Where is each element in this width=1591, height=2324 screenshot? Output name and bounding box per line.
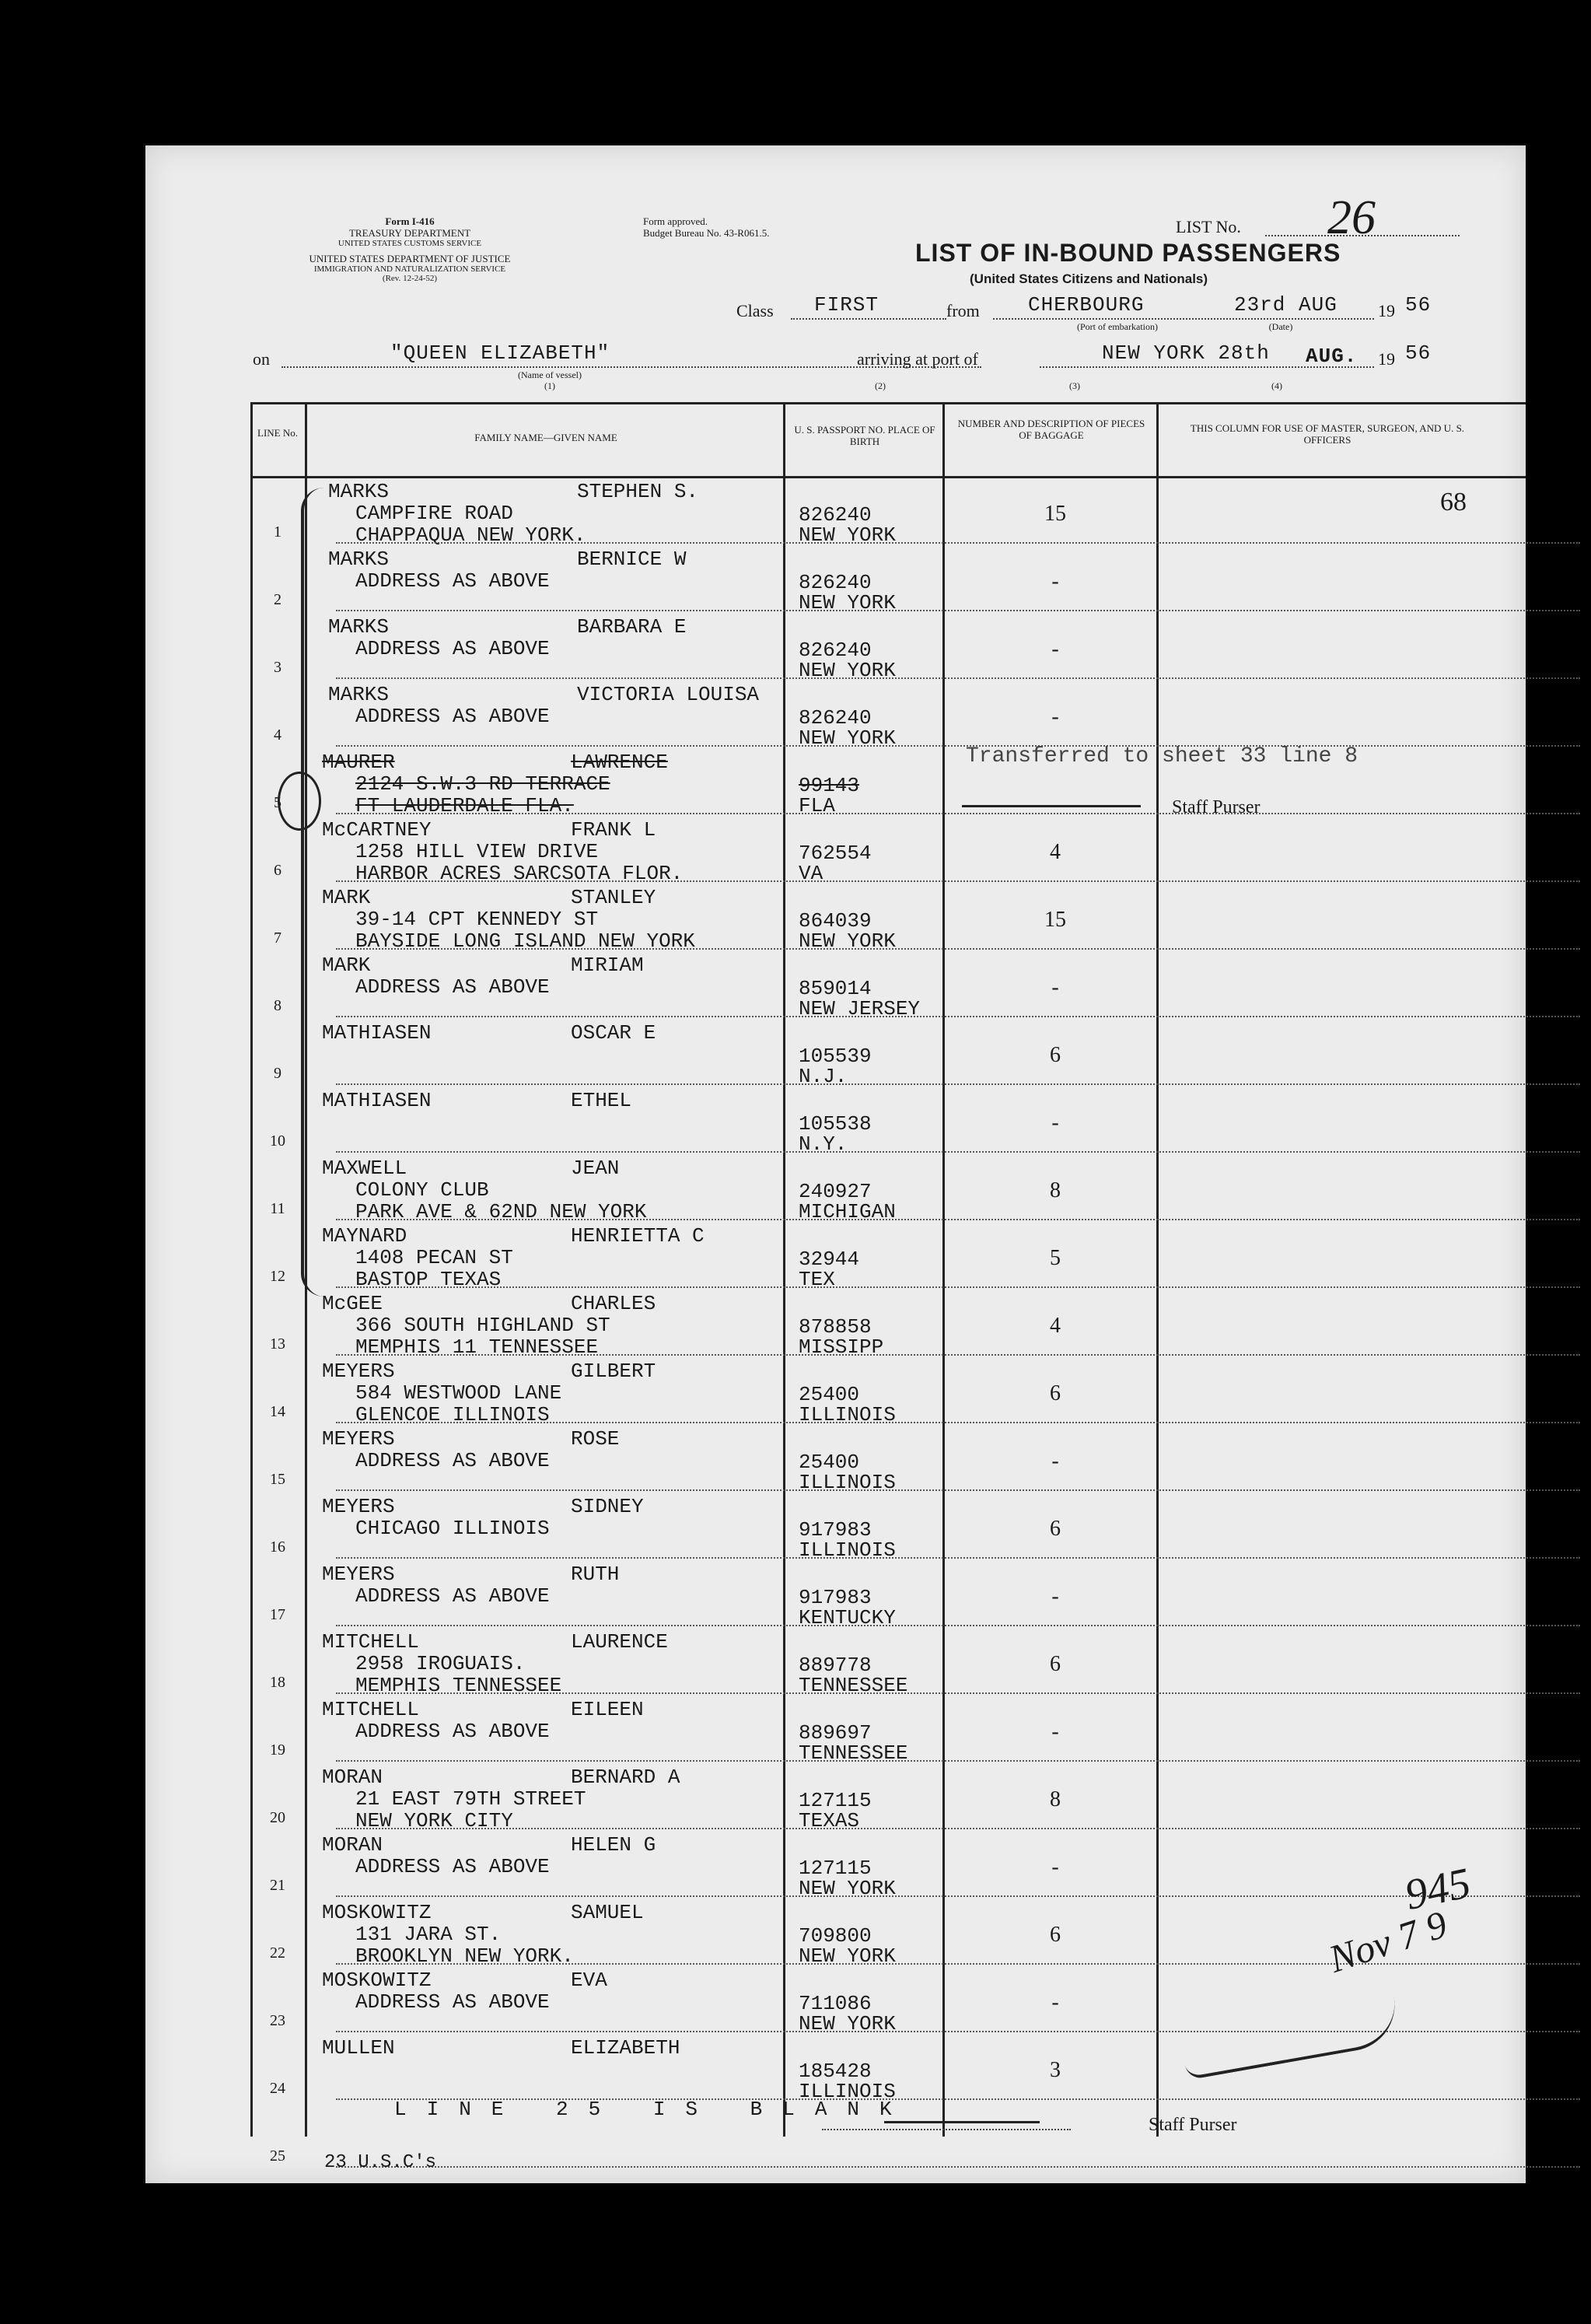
- baggage-count: 4: [1050, 840, 1061, 864]
- dept-ins: IMMIGRATION AND NATURALIZATION SERVICE: [313, 264, 506, 274]
- col-header-line: LINE No.: [257, 427, 298, 439]
- given-name: HENRIETTA C: [571, 1224, 705, 1248]
- family-name: MEYERS: [322, 1563, 395, 1586]
- place-of-birth: NEW YORK: [799, 591, 896, 614]
- family-name: MARKS: [328, 683, 390, 706]
- given-name: SIDNEY: [571, 1495, 644, 1518]
- place-of-birth: NEW YORK: [799, 726, 896, 750]
- place-of-birth: ILLINOIS: [799, 1471, 896, 1494]
- table-top-border: [250, 402, 1526, 404]
- row-rule: [336, 1286, 1580, 1288]
- row-rule: [336, 610, 1580, 611]
- table-row: [145, 1495, 1526, 1563]
- place-of-birth: FLA: [799, 794, 835, 817]
- staff-purser-label: Staff Purser: [1172, 797, 1261, 817]
- line-number: 1: [274, 523, 281, 541]
- given-name: BERNICE W: [577, 548, 687, 571]
- bracket-marks: [301, 488, 335, 1297]
- given-name: ROSE: [571, 1427, 620, 1451]
- family-name: MARKS: [328, 480, 390, 503]
- handwritten-note: Nov 7 9: [1324, 1902, 1453, 1981]
- given-name: VICTORIA LOUISA: [577, 683, 760, 706]
- passport-number: 917983: [799, 1518, 872, 1542]
- family-name: MITCHELL: [322, 1630, 419, 1654]
- table-row: [145, 1563, 1526, 1630]
- year-prefix: 19: [1378, 301, 1395, 320]
- document-subtitle: (United States Citizens and Nationals): [970, 271, 1208, 286]
- baggage-count: 6: [1050, 1923, 1061, 1947]
- passport-number: 889778: [799, 1654, 872, 1677]
- blank-line-note: LINE 25 IS BLANK: [394, 2098, 912, 2121]
- row-rule: [336, 2166, 1580, 2168]
- port-caption: (Port of embarkation): [1077, 321, 1158, 332]
- form-approval: [643, 215, 769, 239]
- place-of-birth: NEW YORK: [799, 2012, 896, 2035]
- row-rule: [336, 813, 1580, 814]
- place-of-birth: TEXAS: [799, 1809, 860, 1832]
- passport-number: 105539: [799, 1045, 872, 1068]
- place-of-birth: NEW YORK: [799, 523, 896, 547]
- family-name: MEYERS: [322, 1427, 395, 1451]
- address-line-1: ADDRESS AS ABOVE: [355, 1720, 550, 1743]
- line-number: 22: [270, 1944, 285, 1962]
- family-name: MARKS: [328, 548, 390, 571]
- circle-mark: [278, 772, 321, 831]
- embarkation-date: 23rd AUG: [1234, 293, 1337, 317]
- given-name: LAWRENCE: [571, 751, 668, 774]
- on-label: on: [253, 349, 270, 369]
- passport-number: 127115: [799, 1857, 872, 1880]
- line-number: 21: [270, 1877, 285, 1894]
- table-row: [145, 1630, 1526, 1698]
- baggage-count: -: [1051, 1990, 1059, 2014]
- passport-number: 711086: [799, 1992, 872, 2015]
- address-line-1: 1258 HILL VIEW DRIVE: [355, 840, 599, 863]
- given-name: MIRIAM: [571, 954, 644, 977]
- address-line-2: PARK AVE & 62ND NEW YORK: [355, 1200, 647, 1223]
- embarkation-year: 56: [1405, 293, 1432, 317]
- staff-purser-label-2: Staff Purser: [1149, 2115, 1237, 2135]
- embarkation-port: CHERBOURG: [1028, 293, 1145, 317]
- table-row: [145, 1833, 1526, 1901]
- arrival-month: AUG.: [1306, 345, 1358, 368]
- table-row: [145, 1157, 1526, 1224]
- baggage-count: 6: [1050, 1043, 1061, 1067]
- passport-number: 878858: [799, 1315, 872, 1339]
- address-line-2: GLENCOE ILLINOIS: [355, 1403, 550, 1426]
- family-name: MEYERS: [322, 1495, 395, 1518]
- dept-treasury: TREASURY DEPARTMENT: [348, 227, 471, 239]
- table-row: [145, 1698, 1526, 1766]
- row-rule: [336, 1083, 1580, 1085]
- baggage-count: -: [1051, 1449, 1059, 1473]
- line-number: 3: [274, 659, 281, 676]
- address-line-2: NEW YORK CITY: [355, 1809, 513, 1832]
- line-number: 4: [274, 726, 281, 744]
- line-number: 7: [274, 929, 281, 947]
- line-number: 18: [270, 1674, 285, 1691]
- row-rule: [336, 1760, 1580, 1762]
- address-line-1: ADDRESS AS ABOVE: [355, 1584, 550, 1608]
- row-rule: [336, 745, 1580, 747]
- place-of-birth: ILLINOIS: [799, 1403, 896, 1426]
- baggage-count: 6: [1050, 1652, 1061, 1676]
- baggage-count: -: [1051, 637, 1059, 661]
- baggage-count: 8: [1050, 1787, 1061, 1811]
- row-rule: [336, 1219, 1580, 1220]
- line-number: 14: [270, 1403, 285, 1420]
- given-name: JEAN: [571, 1157, 620, 1180]
- given-name: BARBARA E: [577, 615, 687, 639]
- family-name: MARK: [322, 954, 371, 977]
- class-value: FIRST: [814, 293, 879, 317]
- baggage-count: 5: [1050, 1246, 1061, 1270]
- class-label: Class: [736, 301, 774, 320]
- arrival-year: 56: [1405, 341, 1432, 365]
- given-name: FRANK L: [571, 818, 656, 842]
- caption-1: (1): [544, 380, 555, 391]
- address-line-2: BASTOP TEXAS: [355, 1268, 502, 1291]
- passport-number: 185428: [799, 2060, 872, 2083]
- line-number: 20: [270, 1809, 285, 1826]
- row-rule: [336, 1828, 1580, 1829]
- address-line-2: FT LAUDERDALE FLA.: [355, 794, 574, 817]
- document-title: LIST OF IN-BOUND PASSENGERS: [915, 239, 1341, 267]
- address-line-1: 584 WESTWOOD LANE: [355, 1381, 562, 1405]
- given-name: EILEEN: [571, 1698, 644, 1721]
- row-rule: [336, 880, 1580, 882]
- row-rule: [336, 1895, 1580, 1897]
- col-header-baggage: NUMBER AND DESCRIPTION OF PIECES OF BAGGAGE: [957, 418, 1145, 441]
- address-line-2: MEMPHIS 11 TENNESSEE: [355, 1335, 599, 1359]
- row-rule: [336, 2031, 1580, 2032]
- address-line-2: MEMPHIS TENNESSEE: [355, 1674, 562, 1697]
- address-line-2: HARBOR ACRES SARCSOTA FLOR.: [355, 862, 684, 885]
- row-rule: [336, 948, 1580, 950]
- given-name: ETHEL: [571, 1089, 632, 1112]
- row-rule: [336, 1692, 1580, 1694]
- dept-justice: UNITED STATES DEPARTMENT OF JUSTICE: [309, 253, 511, 264]
- passport-number: 826240: [799, 639, 872, 662]
- line-number: 8: [274, 997, 281, 1014]
- family-name: MARK: [322, 886, 371, 909]
- family-name: MITCHELL: [322, 1698, 419, 1721]
- address-line-2: CHAPPAQUA NEW YORK.: [355, 523, 586, 547]
- baggage-count: 4: [1050, 1314, 1061, 1338]
- line-number: 2: [274, 591, 281, 608]
- col-header-passport: U. S. PASSPORT NO. PLACE OF BIRTH: [794, 424, 935, 447]
- address-line-1: 366 SOUTH HIGHLAND ST: [355, 1314, 610, 1337]
- family-name: McGEE: [322, 1292, 383, 1315]
- baggage-count: -: [1051, 705, 1059, 729]
- arrival-port: NEW YORK 28th: [1102, 341, 1270, 365]
- passport-number: 826240: [799, 706, 872, 730]
- list-label: LIST No.: [1176, 217, 1241, 236]
- given-name: EVA: [571, 1969, 607, 1992]
- table-row: [145, 1089, 1526, 1157]
- table-row: [145, 1427, 1526, 1495]
- dept-customs: UNITED STATES CUSTOMS SERVICE: [337, 239, 482, 248]
- place-of-birth: NEW JERSEY: [799, 997, 921, 1020]
- signature-dotted-line: [822, 2129, 1071, 2130]
- given-name: SAMUEL: [571, 1901, 644, 1924]
- table-row: [145, 1021, 1526, 1089]
- col-header-officers: THIS COLUMN FOR USE OF MASTER, SURGEON, AND U. S. OFFICERS: [1190, 422, 1465, 446]
- baggage-count: 15: [1044, 502, 1066, 526]
- row-rule: [336, 1557, 1580, 1559]
- arriving-label: arriving at port of: [857, 349, 978, 369]
- family-name: MORAN: [322, 1766, 383, 1789]
- place-of-birth: N.Y.: [799, 1132, 848, 1156]
- given-name: RUTH: [571, 1563, 620, 1586]
- margin-note: 68: [1440, 488, 1467, 516]
- address-line-1: ADDRESS AS ABOVE: [355, 637, 550, 660]
- address-line-1: ADDRESS AS ABOVE: [355, 1855, 550, 1878]
- family-name: MAYNARD: [322, 1224, 407, 1248]
- passport-number: 32944: [799, 1248, 860, 1271]
- baggage-count: -: [1051, 569, 1059, 593]
- from-label: from: [946, 301, 980, 320]
- given-name: OSCAR E: [571, 1021, 656, 1045]
- form-agency-block: [247, 215, 573, 283]
- baggage-count: 3: [1050, 2058, 1061, 2082]
- arrival-year-prefix: 19: [1378, 349, 1395, 369]
- address-line-1: ADDRESS AS ABOVE: [355, 975, 550, 999]
- caption-3: (3): [1069, 380, 1080, 391]
- passport-number: 127115: [799, 1789, 872, 1812]
- address-line-1: 21 EAST 79TH STREET: [355, 1787, 586, 1811]
- table-row: [145, 1292, 1526, 1360]
- place-of-birth: MISSIPP: [799, 1335, 884, 1359]
- line-number: 23: [270, 2012, 285, 2029]
- passport-number: 709800: [799, 1924, 872, 1948]
- address-line-1: ADDRESS AS ABOVE: [355, 1990, 550, 2014]
- class-underline: [791, 318, 946, 320]
- address-line-2: BAYSIDE LONG ISLAND NEW YORK: [355, 929, 695, 953]
- family-name: MAURER: [322, 751, 395, 774]
- family-name: McCARTNEY: [322, 818, 432, 842]
- vessel-caption: (Name of vessel): [518, 369, 582, 380]
- passport-number: 105538: [799, 1112, 872, 1136]
- family-name: MULLEN: [322, 2036, 395, 2060]
- place-of-birth: ILLINOIS: [799, 2080, 896, 2103]
- line-number: 17: [270, 1606, 285, 1623]
- passport-number: 762554: [799, 842, 872, 865]
- table-header-border: [250, 476, 1526, 478]
- purser-signature-2: [884, 2090, 1040, 2123]
- given-name: STEPHEN S.: [577, 480, 699, 503]
- row-rule: [336, 1422, 1580, 1423]
- family-name: MATHIASEN: [322, 1089, 432, 1112]
- table-row: [145, 1360, 1526, 1427]
- given-name: LAURENCE: [571, 1630, 668, 1654]
- place-of-birth: TENNESSEE: [799, 1674, 908, 1697]
- caption-4: (4): [1271, 380, 1282, 391]
- line-number: 15: [270, 1471, 285, 1488]
- date-caption: (Date): [1268, 321, 1293, 332]
- place-of-birth: NEW YORK: [799, 929, 896, 953]
- line-number: 24: [270, 2080, 285, 2097]
- row-rule: [336, 1963, 1580, 1965]
- address-line-1: 131 JARA ST.: [355, 1923, 502, 1946]
- line-number: 10: [270, 1132, 285, 1150]
- address-line-1: ADDRESS AS ABOVE: [355, 1449, 550, 1472]
- address-line-1: 39-14 CPT KENNEDY ST: [355, 908, 599, 931]
- place-of-birth: KENTUCKY: [799, 1606, 896, 1629]
- family-name: MARKS: [328, 615, 390, 639]
- purser-signature: [962, 774, 1141, 807]
- line-number: 6: [274, 862, 281, 879]
- line-number: 9: [274, 1065, 281, 1082]
- transfer-note: Transferred to sheet 33 line 8: [966, 744, 1358, 768]
- passport-number: 240927: [799, 1180, 872, 1203]
- given-name: BERNARD A: [571, 1766, 680, 1789]
- address-line-1: COLONY CLUB: [355, 1178, 489, 1202]
- place-of-birth: NEW YORK: [799, 1877, 896, 1900]
- address-line-1: 2958 IROGUAIS.: [355, 1652, 526, 1675]
- baggage-count: -: [1051, 1584, 1059, 1608]
- table-row: [145, 954, 1526, 1021]
- passport-number: 859014: [799, 977, 872, 1000]
- baggage-count: 6: [1050, 1381, 1061, 1405]
- table-row: [145, 683, 1526, 751]
- passport-number: 889697: [799, 1721, 872, 1745]
- budget-bureau-line: Budget Bureau No. 43-R061.5.: [643, 227, 770, 239]
- family-name: MATHIASEN: [322, 1021, 432, 1045]
- row-rule: [336, 677, 1580, 679]
- table-row: [145, 1766, 1526, 1833]
- line-number: 13: [270, 1335, 285, 1353]
- passport-number: 917983: [799, 1586, 872, 1609]
- place-of-birth: TENNESSEE: [799, 1741, 908, 1765]
- passport-number: 25400: [799, 1383, 860, 1406]
- line-number: 25: [270, 2147, 285, 2165]
- family-name: MEYERS: [322, 1360, 395, 1383]
- table-row: [145, 886, 1526, 954]
- address-line-1: 1408 PECAN ST: [355, 1246, 513, 1269]
- given-name: GILBERT: [571, 1360, 656, 1383]
- line-number: 5: [274, 794, 281, 811]
- place-of-birth: N.J.: [799, 1065, 848, 1088]
- table-row: [145, 615, 1526, 683]
- table-row: [145, 1901, 1526, 1969]
- given-name: HELEN G: [571, 1833, 656, 1857]
- place-of-birth: MICHIGAN: [799, 1200, 896, 1223]
- col-header-name: FAMILY NAME—GIVEN NAME: [474, 432, 617, 443]
- place-of-birth: NEW YORK: [799, 659, 896, 682]
- row-rule: [336, 1016, 1580, 1017]
- baggage-count: -: [1051, 975, 1059, 999]
- table-row: [145, 818, 1526, 886]
- address-line-1: ADDRESS AS ABOVE: [355, 569, 550, 593]
- passport-number: 25400: [799, 1451, 860, 1474]
- row-rule: [336, 1489, 1580, 1491]
- address-line-2: BROOKLYN NEW YORK.: [355, 1944, 574, 1968]
- family-name: MAXWELL: [322, 1157, 407, 1180]
- row-rule: [336, 1151, 1580, 1153]
- row-rule: [336, 1625, 1580, 1626]
- handwritten-number: 945: [1400, 1858, 1475, 1920]
- row-rule: [336, 542, 1580, 544]
- baggage-count: 8: [1050, 1178, 1061, 1202]
- place-of-birth: NEW YORK: [799, 1944, 896, 1968]
- line-number: 11: [270, 1200, 285, 1217]
- place-of-birth: VA: [799, 862, 823, 885]
- table-row: [145, 548, 1526, 615]
- form-number: Form I-416: [385, 215, 435, 227]
- passport-number: 826240: [799, 571, 872, 594]
- family-name: MORAN: [322, 1833, 383, 1857]
- table-row: [145, 480, 1526, 548]
- caption-2: (2): [875, 380, 886, 391]
- place-of-birth: ILLINOIS: [799, 1538, 896, 1562]
- table-row: [145, 1224, 1526, 1292]
- passport-number: 826240: [799, 503, 872, 527]
- given-name: CHARLES: [571, 1292, 656, 1315]
- family-name: MOSKOWITZ: [322, 1969, 432, 1992]
- line-number: 12: [270, 1268, 285, 1285]
- citizen-count: 23 U.S.C's: [324, 2152, 437, 2173]
- row-rule: [336, 1354, 1580, 1356]
- passport-number: 99143: [799, 774, 860, 797]
- given-name: STANLEY: [571, 886, 656, 909]
- baggage-count: -: [1051, 1720, 1059, 1744]
- line-number: 19: [270, 1741, 285, 1759]
- address-line-1: ADDRESS AS ABOVE: [355, 705, 550, 728]
- port-underline: [993, 318, 1374, 320]
- address-line-1: CAMPFIRE ROAD: [355, 502, 513, 525]
- line-number: 16: [270, 1538, 285, 1556]
- address-line-1: CHICAGO ILLINOIS: [355, 1517, 550, 1540]
- given-name: ELIZABETH: [571, 2036, 680, 2060]
- family-name: MOSKOWITZ: [322, 1901, 432, 1924]
- baggage-count: -: [1051, 1855, 1059, 1879]
- baggage-count: -: [1051, 1111, 1059, 1135]
- baggage-count: 6: [1050, 1517, 1061, 1541]
- address-line-1: 2124 S.W.3 RD TERRACE: [355, 772, 610, 796]
- list-number: 26: [1327, 191, 1376, 244]
- vessel-name: "QUEEN ELIZABETH": [390, 341, 610, 365]
- form-revision: (Rev. 12-24-52): [382, 274, 438, 283]
- place-of-birth: TEX: [799, 1268, 835, 1291]
- baggage-count: 15: [1044, 908, 1066, 932]
- manifest-sheet: [145, 145, 1526, 2183]
- approval-line: Form approved.: [643, 215, 708, 227]
- passport-number: 864039: [799, 909, 872, 933]
